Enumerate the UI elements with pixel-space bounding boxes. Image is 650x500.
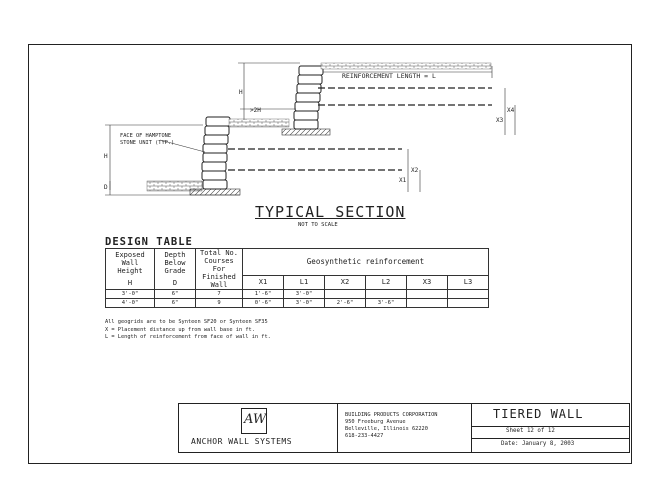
header-l2: L2 — [366, 275, 407, 289]
drawing-title-cell — [471, 404, 629, 427]
note-line: L = Length of reinforcement from face of wall in ft. — [105, 334, 271, 340]
lower-wall-blocks — [202, 117, 230, 189]
header-h-label: Exposed Wall Height — [115, 251, 145, 275]
cell-l1: 3'-0" — [284, 290, 325, 299]
cell-x3 — [407, 299, 448, 308]
face-label-line1: FACE OF HAMPTONE — [120, 133, 172, 139]
cell-l2 — [366, 290, 407, 299]
sheet-number: Sheet 12 of 12 — [506, 428, 555, 434]
drawing-title: TIERED WALL — [493, 407, 584, 421]
company-cell — [179, 404, 338, 452]
header-d-symbol: D — [172, 279, 178, 287]
header-x2: X2 — [325, 275, 366, 289]
header-x3: X3 — [407, 275, 448, 289]
cell-x3 — [407, 290, 448, 299]
address-line4: 618-233-4427 — [345, 433, 384, 439]
logo-lettering: AW — [244, 412, 267, 427]
date-cell — [471, 438, 629, 452]
dim-x1: X1 — [399, 177, 407, 184]
header-courses-label: Total No. Courses For Finished Wall — [200, 249, 238, 289]
table-row — [106, 299, 489, 308]
cell-l1: 3'-0" — [284, 299, 325, 308]
design-table-title: DESIGN TABLE — [105, 236, 193, 248]
reinforcement-length-label: REINFORCEMENT LENGTH = L — [342, 72, 436, 80]
cell-l3 — [448, 299, 489, 308]
anchor-logo — [241, 408, 267, 434]
header-geosynthetic: Geosynthetic reinforcement — [243, 249, 489, 276]
company-name: ANCHOR WALL SYSTEMS — [191, 437, 293, 446]
cell-l3 — [448, 290, 489, 299]
header-l3: L3 — [448, 275, 489, 289]
note-line: X = Placement distance up from wall base in ft. — [105, 326, 255, 333]
dim-x3: X3 — [496, 117, 504, 124]
cell-x1: 1'-6" — [243, 290, 284, 299]
address-cell — [337, 404, 472, 452]
design-table — [105, 248, 489, 308]
header-h-symbol: H — [127, 279, 133, 287]
header-total-courses — [196, 249, 243, 290]
dim-d: D — [104, 184, 108, 191]
header-l1: L1 — [284, 275, 325, 289]
cell-x2: 2'-6" — [325, 299, 366, 308]
cell-x2 — [325, 290, 366, 299]
header-x1: X1 — [243, 275, 284, 289]
cell-courses: 9 — [196, 299, 243, 308]
dim-x4: X4 — [507, 107, 515, 114]
title-block — [178, 403, 630, 453]
address-line2: 950 Freeburg Avenue — [345, 419, 406, 425]
note-line: All geogrids are to be Synteen SF20 or Synteen SF35 — [105, 319, 268, 325]
cell-l2: 3'-6" — [366, 299, 407, 308]
upper-grade-hatch — [321, 63, 491, 69]
header-exposed-wall-height — [106, 249, 155, 290]
dim-h-lower: H — [104, 153, 108, 160]
section-title: TYPICAL SECTION — [255, 203, 406, 221]
scale-note: NOT TO SCALE — [298, 222, 338, 228]
middle-grade-hatch — [229, 119, 289, 127]
address-line1: BUILDING PRODUCTS CORPORATION — [345, 412, 438, 418]
header-depth-below-grade — [155, 249, 196, 290]
address-line3: Belleville, Illinois 62220 — [345, 426, 428, 432]
cell-courses: 7 — [196, 290, 243, 299]
cell-d: 6" — [155, 290, 196, 299]
design-notes — [105, 319, 271, 342]
upper-wall-blocks — [294, 66, 323, 129]
header-d-label: Depth Below Grade — [164, 251, 186, 275]
dim-x2: X2 — [411, 167, 419, 174]
table-row — [106, 290, 489, 299]
cell-h: 3'-0" — [106, 290, 155, 299]
cell-d: 6" — [155, 299, 196, 308]
lower-leveling-pad — [190, 189, 240, 195]
drawing-date: Date: January 8, 2003 — [501, 441, 575, 447]
dim-2h: >2H — [250, 107, 261, 114]
cell-x1: 0'-6" — [243, 299, 284, 308]
dim-h-upper: H — [239, 89, 243, 96]
face-label-line2: STONE UNIT (TYP.) — [120, 140, 175, 146]
cell-h: 4'-0" — [106, 299, 155, 308]
